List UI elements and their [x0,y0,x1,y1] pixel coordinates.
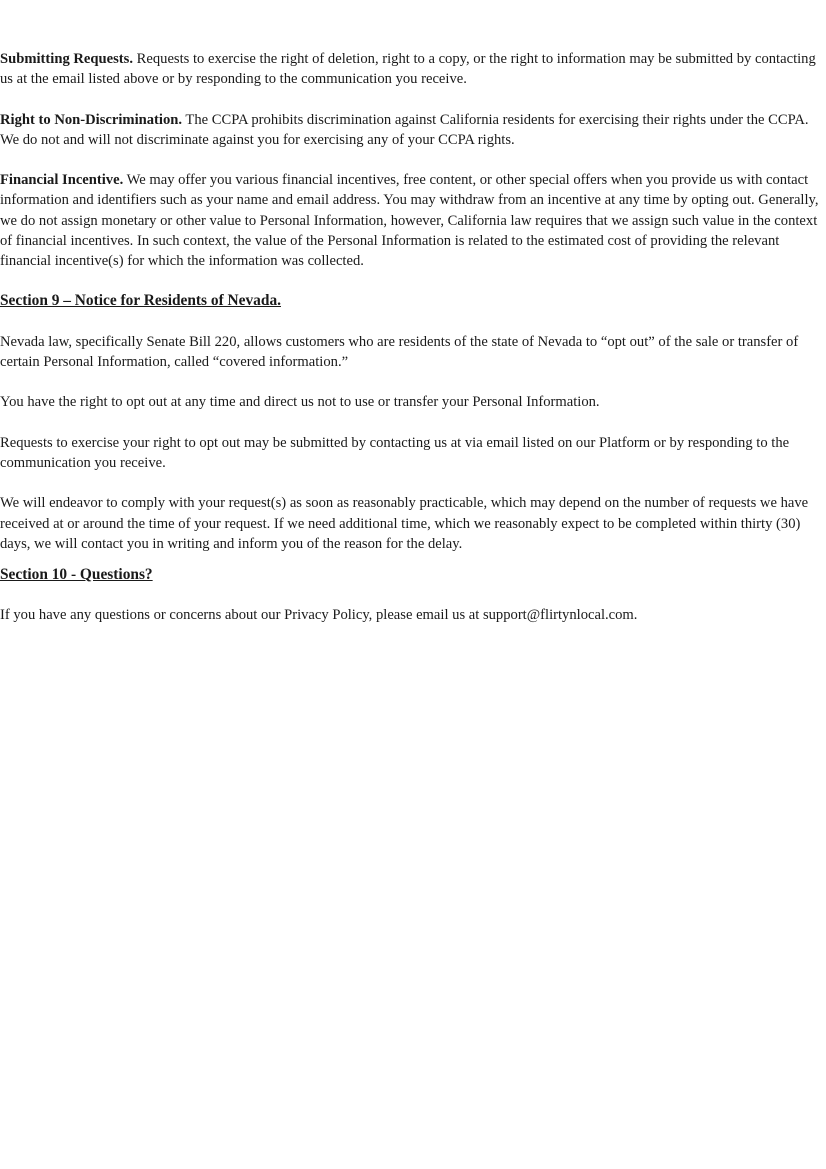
opt-out-right-paragraph: You have the right to opt out at any time and direct us not to use or transfer your Personal Information. [0,394,600,411]
submitting-requests-paragraph [0,49,826,89]
section-9-heading: Section 9 – Notice for Residents of Nevada. [0,292,281,310]
paragraph-lead: Submitting Requests. [0,51,133,67]
paragraph-text: We may offer you various financial incentives, free content, or other special offers when you provide us with contact information and identifiers such as your name and email address. You may withdraw from an incentive at any time by opting out. Generally, we do not assign monetary or other value to Personal Information, however, California law requires that we assign such value in the context of financial incentives. In such context, the value of the Personal Information is related to the estimated cost of providing the relevant financial incentive(s) for which the information was collected. [0,172,819,269]
section-10-heading: Section 10 - Questions? [0,565,153,583]
financial-incentive-paragraph [0,170,826,271]
document-page [0,49,826,626]
paragraph-lead: Right to Non-Discrimination. [0,111,183,128]
paragraph-lead: Financial Incentive. [0,172,124,189]
paragraph-text: The CCPA prohibits discrimination against California residents for exercising their rights under the CCPA. We do not and will not discriminate against you for exercising any of your CCPA rights. [0,111,809,148]
paragraph-text: Requests to exercise the right of deletion, right to a copy, or the right to information may be submitted by contacting us at the email listed above or by responding to the communication you receive. [0,51,816,88]
nevada-law-paragraph: Nevada law, specifically Senate Bill 220, allows customers who are residents of the state of Nevada to “opt out” of the sale or transfer of certain Personal Information, called “covered information.” [0,333,799,370]
questions-paragraph: If you have any questions or concerns about our Privacy Policy, please email us at support@flirtynlocal.com. [0,607,638,624]
compliance-paragraph: We will endeavor to comply with your request(s) as soon as reasonably practicable, which may depend on the number of requests we have received at or around the time of your request. If we need additional time, which we reasonably expect to be completed within thirty (30) days, we will contact you in writing and inform you of the reason for the delay. [0,495,809,552]
opt-out-requests-paragraph: Requests to exercise your right to opt out may be submitted by contacting us at via email listed on our Platform or by responding to the communication you receive. [0,434,790,471]
non-discrimination-paragraph [0,110,826,150]
